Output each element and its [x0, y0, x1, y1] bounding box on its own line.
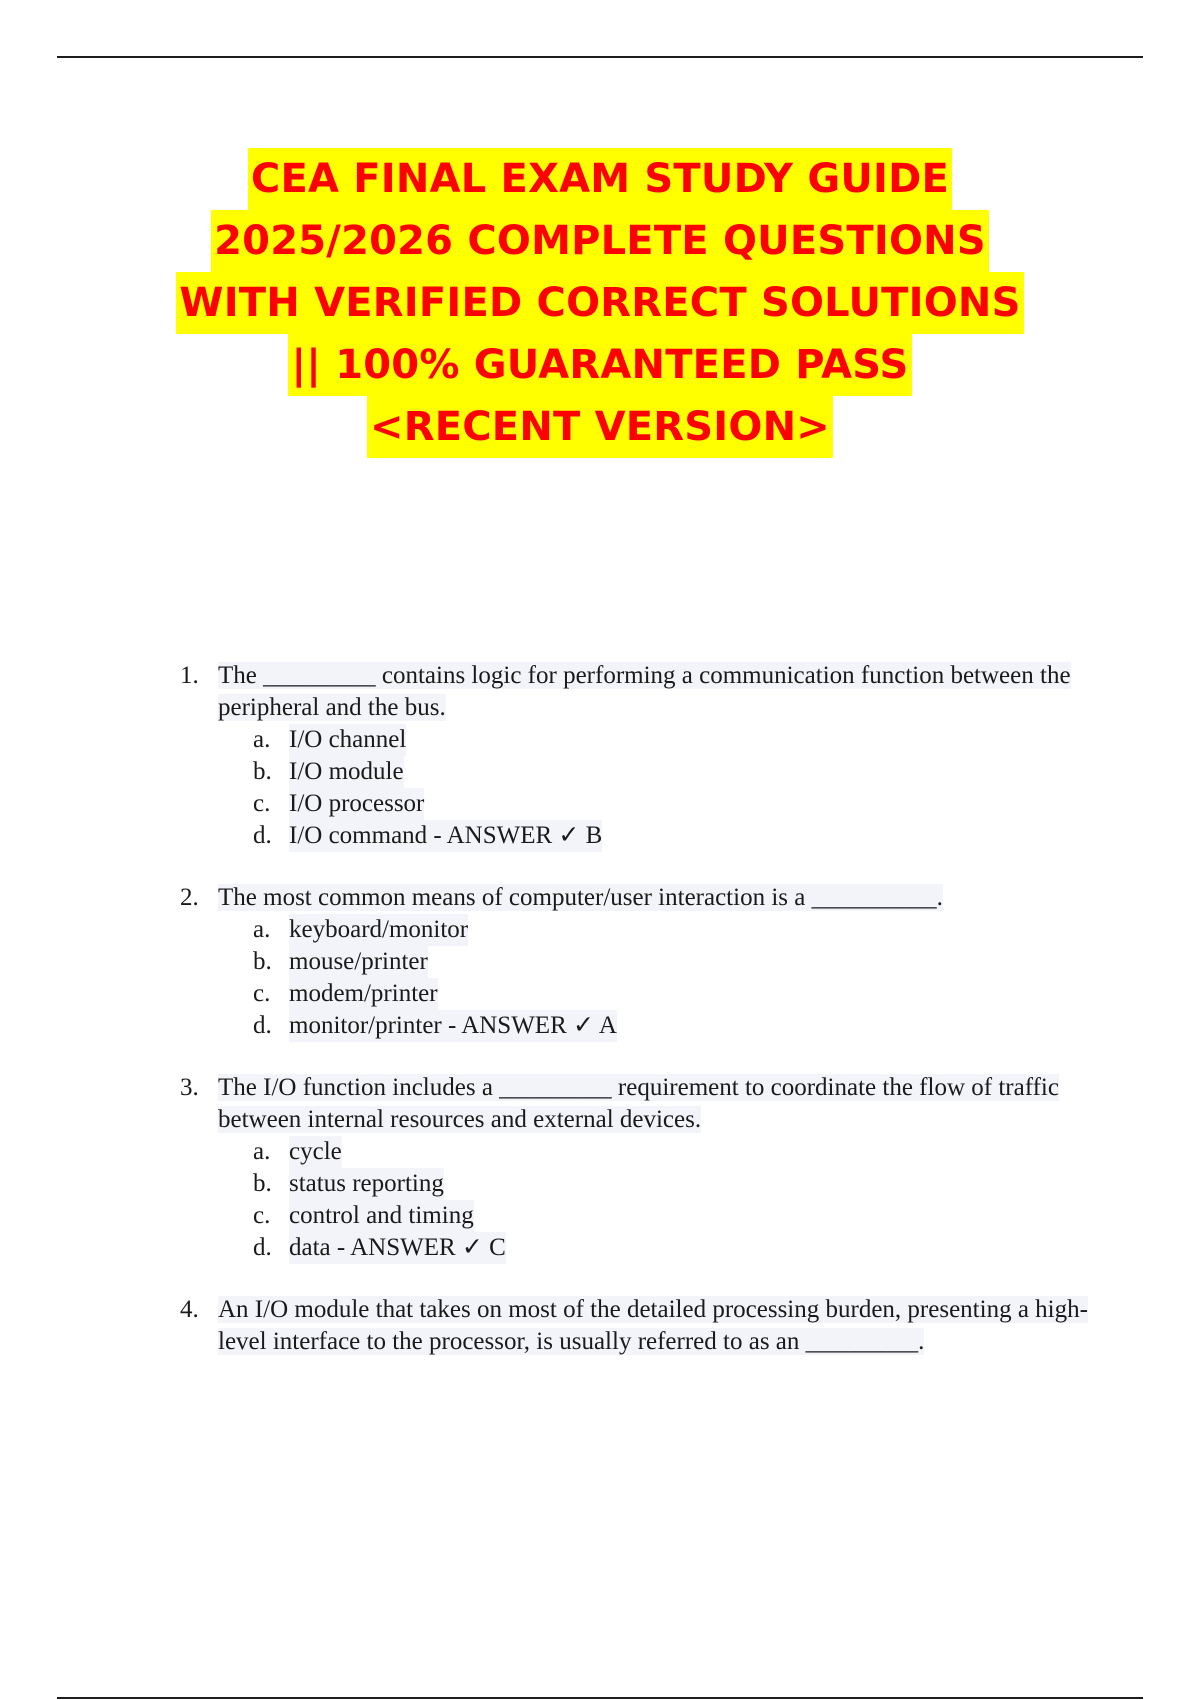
option-a: a. cycle — [253, 1136, 1100, 1168]
question-text: The _________ contains logic for performing a communication function between the peripheral and the bus. — [218, 662, 1071, 721]
top-rule — [57, 56, 1143, 58]
question-text: The most common means of computer/user interaction is a __________. — [218, 884, 943, 911]
option-text: cycle — [289, 1136, 342, 1168]
title-line-4: || 100% GUARANTEED PASS — [0, 334, 1200, 396]
document-title — [0, 148, 1200, 458]
option-c: c. I/O processor — [253, 788, 1100, 820]
question-number: 2. — [180, 884, 199, 911]
option-text: mouse/printer — [289, 946, 428, 978]
option-a: a. keyboard/monitor — [253, 914, 1100, 946]
option-text: monitor/printer - ANSWER ✓ A — [289, 1010, 617, 1042]
option-c: c. control and timing — [253, 1200, 1100, 1232]
title-line-3: WITH VERIFIED CORRECT SOLUTIONS — [0, 272, 1200, 334]
question-list — [180, 660, 1100, 1388]
title-line-5: <RECENT VERSION> — [0, 396, 1200, 458]
option-text: keyboard/monitor — [289, 914, 468, 946]
option-b: b. mouse/printer — [253, 946, 1100, 978]
question-number: 3. — [180, 1074, 199, 1101]
option-text: modem/printer — [289, 978, 438, 1010]
question-3 — [180, 1072, 1100, 1264]
question-number: 4. — [180, 1296, 199, 1323]
option-text: control and timing — [289, 1200, 474, 1232]
question-text: The I/O function includes a _________ requirement to coordinate the flow of traffic between internal resources and external devices. — [218, 1074, 1059, 1133]
option-list — [253, 1136, 1100, 1264]
question-2 — [180, 882, 1100, 1042]
option-a: a. I/O channel — [253, 724, 1100, 756]
option-text: data - ANSWER ✓ C — [289, 1232, 506, 1264]
title-line-2: 2025/2026 COMPLETE QUESTIONS — [0, 210, 1200, 272]
option-list — [253, 914, 1100, 1042]
option-b: b. I/O module — [253, 756, 1100, 788]
option-d-answer: d. monitor/printer - ANSWER ✓ A — [253, 1010, 1100, 1042]
question-4 — [180, 1294, 1100, 1358]
option-text: I/O command - ANSWER ✓ B — [289, 820, 602, 852]
option-d-answer: d. I/O command - ANSWER ✓ B — [253, 820, 1100, 852]
question-number: 1. — [180, 662, 199, 689]
question-text: An I/O module that takes on most of the detailed processing burden, presenting a high-level interface to the processor, is usually referred to as an _________. — [218, 1296, 1088, 1355]
option-text: status reporting — [289, 1168, 444, 1200]
option-c: c. modem/printer — [253, 978, 1100, 1010]
option-d-answer: d. data - ANSWER ✓ C — [253, 1232, 1100, 1264]
option-b: b. status reporting — [253, 1168, 1100, 1200]
option-text: I/O processor — [289, 788, 424, 820]
title-line-1: CEA FINAL EXAM STUDY GUIDE — [0, 148, 1200, 210]
option-text: I/O channel — [289, 724, 406, 756]
question-1 — [180, 660, 1100, 852]
option-text: I/O module — [289, 756, 404, 788]
option-list — [253, 724, 1100, 852]
bottom-rule — [57, 1697, 1143, 1699]
